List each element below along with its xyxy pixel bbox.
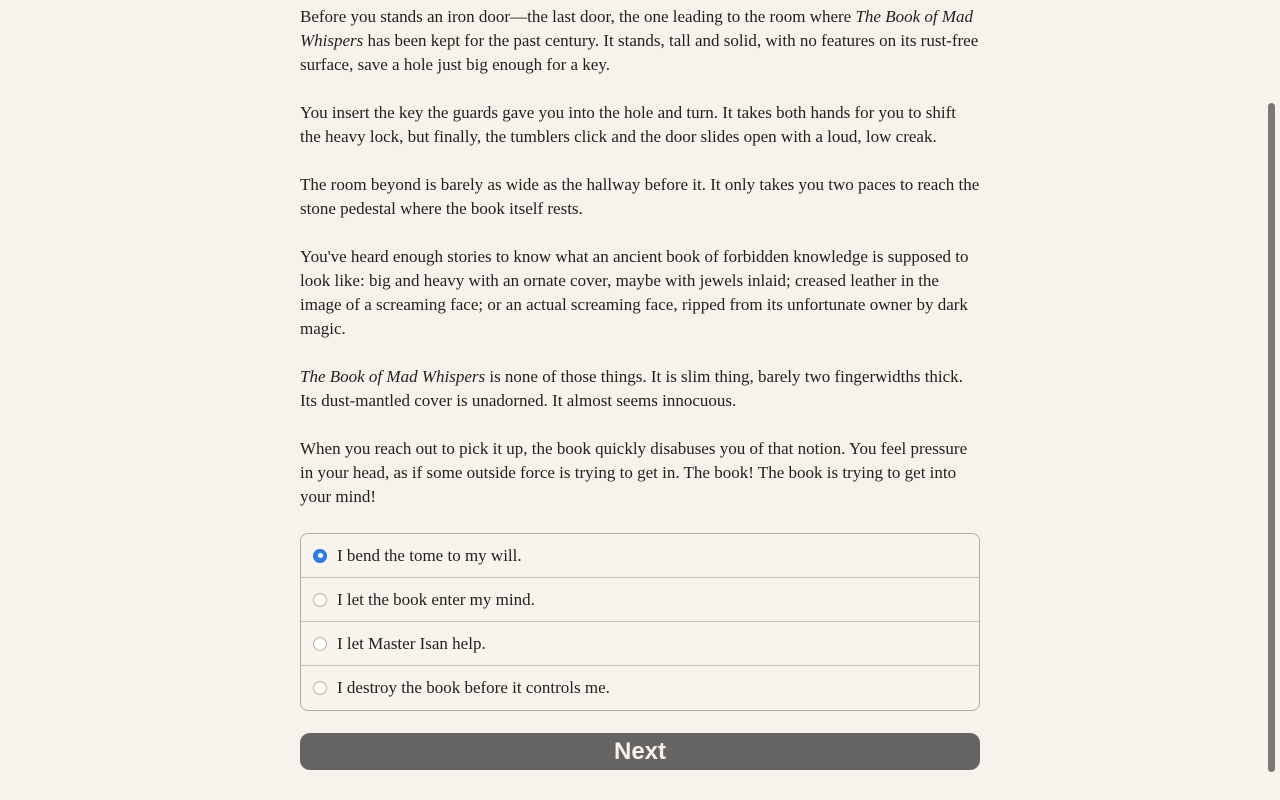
story-paragraph: The Book of Mad Whispers is none of those things. It is slim thing, barely two fingerwidths thick. Its dust-mantled cover is unadorned. It almost seems innocuous. bbox=[300, 367, 963, 410]
choice-list bbox=[300, 533, 980, 711]
story-content bbox=[300, 0, 980, 770]
choice-option-master-isan[interactable] bbox=[301, 622, 979, 666]
choice-option-let-book-enter[interactable] bbox=[301, 578, 979, 622]
scrollbar-thumb[interactable] bbox=[1268, 103, 1275, 772]
story-paragraph: You've heard enough stories to know what an ancient book of forbidden knowledge is supposed to look like: big and heavy with an ornate cover, maybe with jewels inlaid; creased leather in the image of a screaming face; or an actual screaming face, ripped from its unfortunate owner by dark magic. bbox=[300, 247, 969, 338]
story-paragraph: The room beyond is barely as wide as the hallway before it. It only takes you two paces to reach the stone pedestal where the book itself rests. bbox=[300, 175, 980, 218]
next-button[interactable]: Next bbox=[300, 733, 980, 770]
choice-option-label: I destroy the book before it controls me. bbox=[337, 678, 610, 697]
choice-option-bend-tome[interactable] bbox=[301, 534, 979, 578]
radio-icon[interactable] bbox=[313, 549, 327, 563]
story-paragraph: When you reach out to pick it up, the book quickly disabuses you of that notion. You feel pressure in your head, as if some outside force is trying to get in. The book! The book is trying to get into your mind! bbox=[300, 439, 968, 506]
radio-icon[interactable] bbox=[313, 593, 327, 607]
story-paragraph: Before you stands an iron door—the last door, the one leading to the room where The Book of Mad Whispers has been kept for the past century. It stands, tall and solid, with no features on its rust-free surface, save a hole just big enough for a key. bbox=[300, 7, 979, 74]
story-paragraph: You insert the key the guards gave you into the hole and turn. It takes both hands for you to shift the heavy lock, but finally, the tumblers click and the door slides open with a loud, low creak. bbox=[300, 103, 956, 146]
choice-option-label: I bend the tome to my will. bbox=[337, 545, 522, 565]
story-text bbox=[300, 5, 980, 509]
choice-option-label: I let the book enter my mind. bbox=[337, 589, 535, 609]
radio-icon[interactable] bbox=[313, 681, 327, 695]
radio-icon[interactable] bbox=[313, 637, 327, 651]
choice-option-destroy-book[interactable] bbox=[301, 666, 979, 710]
choice-option-label: I let Master Isan help. bbox=[337, 633, 486, 653]
